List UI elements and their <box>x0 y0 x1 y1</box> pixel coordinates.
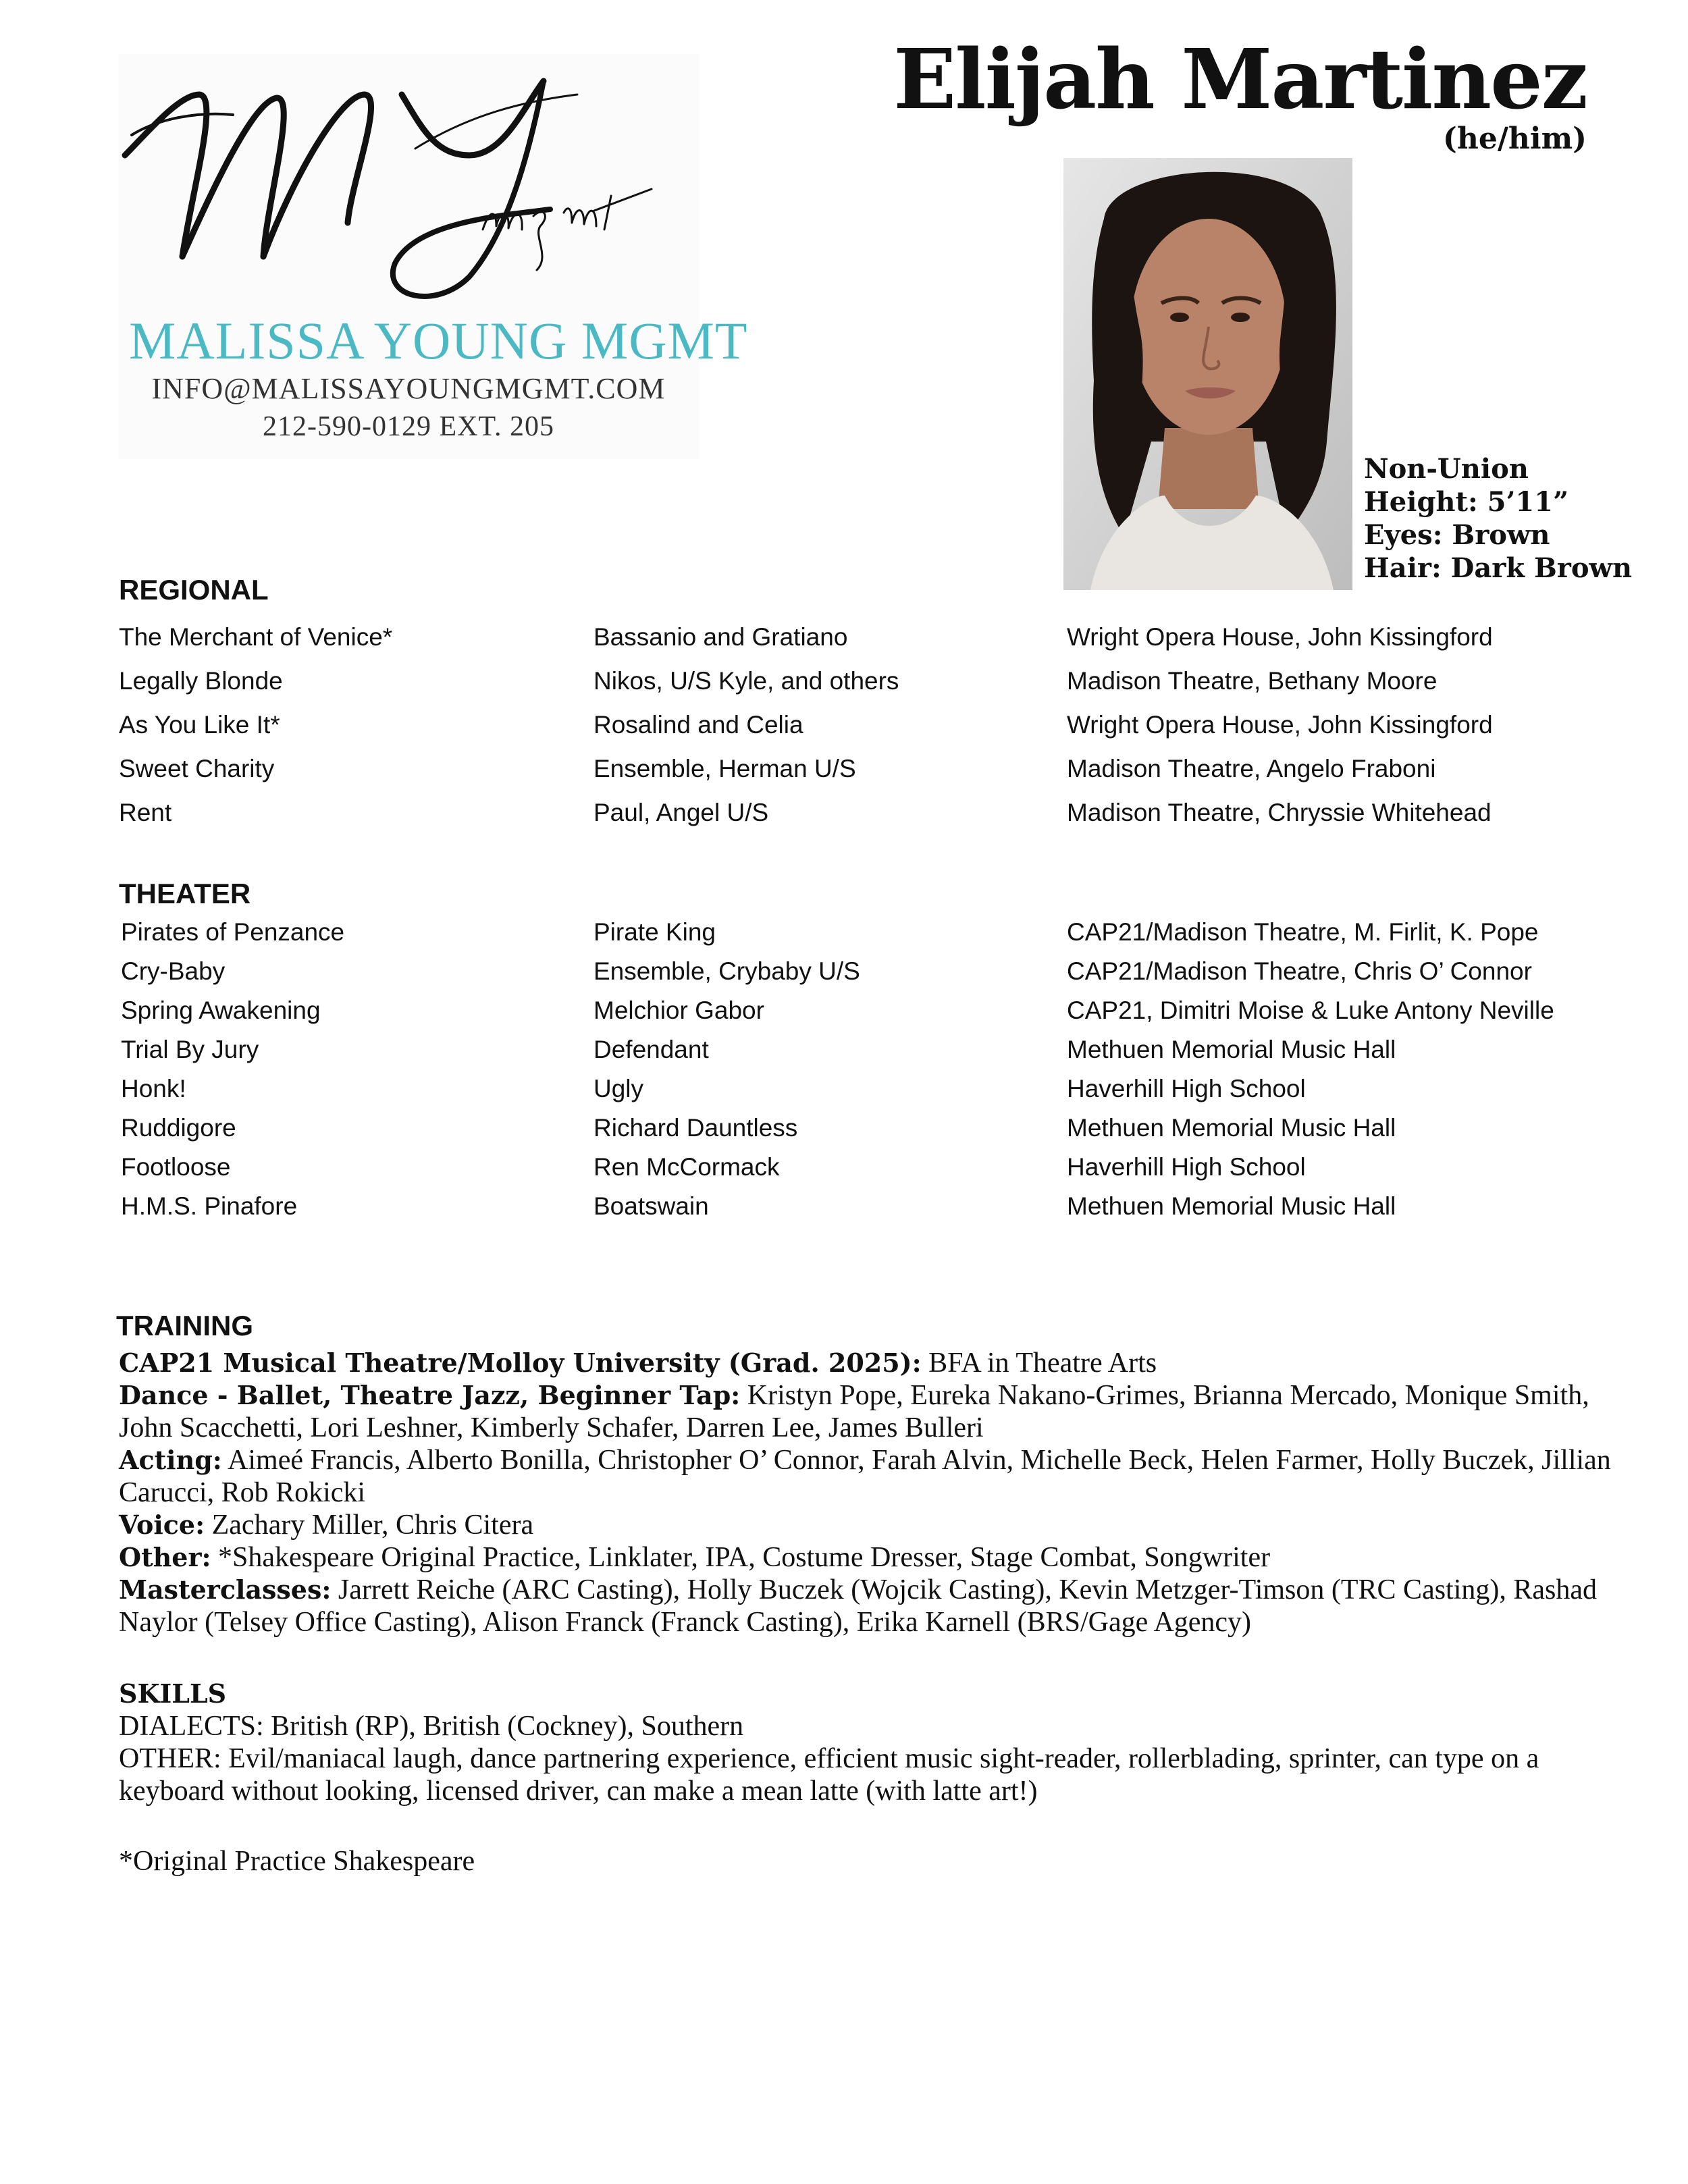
training-label: Acting: <box>119 1445 222 1475</box>
credit-venue: Haverhill High School <box>1067 1153 1306 1181</box>
credit-role: Boatswain <box>594 1192 709 1220</box>
training-text: BFA in Theatre Arts <box>921 1348 1157 1379</box>
credit-show: The Merchant of Venice* <box>119 623 393 651</box>
monogram-logo-icon <box>118 54 699 324</box>
credit-show: H.M.S. Pinafore <box>121 1192 298 1220</box>
credit-venue: Haverhill High School <box>1067 1075 1306 1102</box>
actor-name: Elijah Martinez <box>893 30 1587 128</box>
credit-venue: Madison Theatre, Angelo Fraboni <box>1067 755 1436 782</box>
training-label: CAP21 Musical Theatre/Molloy University (Grad. 2025): <box>119 1348 922 1378</box>
credit-venue: Madison Theatre, Bethany Moore <box>1067 667 1438 695</box>
training-item <box>119 1379 1618 1444</box>
credit-venue: Methuen Memorial Music Hall <box>1067 1036 1396 1063</box>
credit-venue: Madison Theatre, Chryssie Whitehead <box>1067 799 1492 826</box>
skills-other: OTHER: Evil/maniacal laugh, dance partnering experience, efficient music sight-reader, rollerblading, sprinter, can type on a keyboard without looking, licensed driver, can make a mean latte (with latte art!) <box>119 1743 1539 1807</box>
skills-section <box>119 1678 1618 1807</box>
credit-venue: Methuen Memorial Music Hall <box>1067 1114 1396 1142</box>
height-stat: Height: 5’11” <box>1364 486 1569 518</box>
training-item <box>119 1574 1618 1639</box>
training-text: Aimeé Francis, Alberto Bonilla, Christopher O’ Connor, Farah Alvin, Michelle Beck, Helen Farmer, Holly Buczek, Jillian Carucci, Rob Rokicki <box>119 1445 1611 1508</box>
credit-show: Trial By Jury <box>121 1036 259 1063</box>
credit-venue: Wright Opera House, John Kissingford <box>1067 623 1493 651</box>
training-item <box>119 1541 1618 1574</box>
training-text: *Shakespeare Original Practice, Linklater, IPA, Costume Dresser, Stage Combat, Songwriter <box>211 1542 1271 1573</box>
credit-show: Sweet Charity <box>119 755 275 782</box>
credit-show: Legally Blonde <box>119 667 283 695</box>
credit-show: Ruddigore <box>121 1114 236 1142</box>
credit-show: Pirates of Penzance <box>121 918 345 946</box>
credit-show: As You Like It* <box>119 711 280 739</box>
credit-role: Bassanio and Gratiano <box>594 623 848 651</box>
agency-phone: 212-590-0129 EXT. 205 <box>263 411 554 442</box>
credit-role: Nikos, U/S Kyle, and others <box>594 667 899 695</box>
training-item <box>119 1347 1618 1379</box>
training-item <box>119 1444 1618 1509</box>
actor-stats <box>1364 452 1632 585</box>
credit-show: Honk! <box>121 1075 186 1102</box>
credit-role: Pirate King <box>594 918 716 946</box>
credit-role: Ensemble, Crybaby U/S <box>594 957 860 985</box>
credit-show: Rent <box>119 799 172 826</box>
training-label: Dance - Ballet, Theatre Jazz, Beginner Tap: <box>119 1380 741 1410</box>
theater-heading: THEATER <box>119 878 251 909</box>
training-text: Zachary Miller, Chris Citera <box>205 1510 534 1541</box>
credit-show: Cry-Baby <box>121 957 226 985</box>
actor-pronouns: (he/him) <box>1443 122 1587 156</box>
training-label: Masterclasses: <box>119 1574 332 1605</box>
credit-venue: Wright Opera House, John Kissingford <box>1067 711 1493 739</box>
skills-dialects: DIALECTS: British (RP), British (Cockney), Southern <box>119 1711 744 1742</box>
credit-role: Ugly <box>594 1075 644 1102</box>
credit-venue: CAP21, Dimitri Moise & Luke Antony Neville <box>1067 996 1554 1024</box>
skills-heading: SKILLS <box>119 1678 227 1709</box>
training-list <box>119 1347 1618 1639</box>
training-text: Kristyn Pope, Eureka Nakano-Grimes, Brianna Mercado, Monique Smith, John Scacchetti, Lori Leshner, Kimberly Schafer, Darren Lee, James Bulleri <box>119 1380 1589 1443</box>
credit-role: Defendant <box>594 1036 709 1063</box>
credit-role: Ensemble, Herman U/S <box>594 755 856 782</box>
credit-role: Paul, Angel U/S <box>594 799 769 826</box>
credit-show: Spring Awakening <box>121 996 321 1024</box>
credit-role: Rosalind and Celia <box>594 711 803 739</box>
regional-heading: REGIONAL <box>119 574 269 606</box>
training-label: Other: <box>119 1542 211 1572</box>
hair-stat: Hair: Dark Brown <box>1364 552 1633 584</box>
credit-role: Richard Dauntless <box>594 1114 798 1142</box>
agency-email: INFO@MALISSAYOUNGMGMT.COM <box>151 372 666 405</box>
training-label: Voice: <box>119 1510 205 1540</box>
credit-role: Ren McCormack <box>594 1153 780 1181</box>
credit-show: Footloose <box>121 1153 231 1181</box>
headshot-photo <box>1063 158 1352 590</box>
eyes-stat: Eyes: Brown <box>1364 519 1550 551</box>
credit-venue: Methuen Memorial Music Hall <box>1067 1192 1396 1220</box>
training-heading: TRAINING <box>116 1310 253 1341</box>
training-item <box>119 1509 1618 1541</box>
agency-logo <box>118 54 748 459</box>
footnote: *Original Practice Shakespeare <box>119 1846 475 1877</box>
training-text: Jarrett Reiche (ARC Casting), Holly Buczek (Wojcik Casting), Kevin Metzger-Timson (TRC Casting), Rashad Naylor (Telsey Office Casting), Alison Franck (Franck Casting), Erika Karnell (BRS/Gage Agency) <box>119 1574 1598 1638</box>
credit-venue: CAP21/Madison Theatre, M. Firlit, K. Pope <box>1067 918 1539 946</box>
credit-venue: CAP21/Madison Theatre, Chris O’ Connor <box>1067 957 1532 985</box>
agency-name: MALISSA YOUNG MGMT <box>129 311 748 370</box>
credit-role: Melchior Gabor <box>594 996 764 1024</box>
union-status: Non-Union <box>1364 453 1529 485</box>
